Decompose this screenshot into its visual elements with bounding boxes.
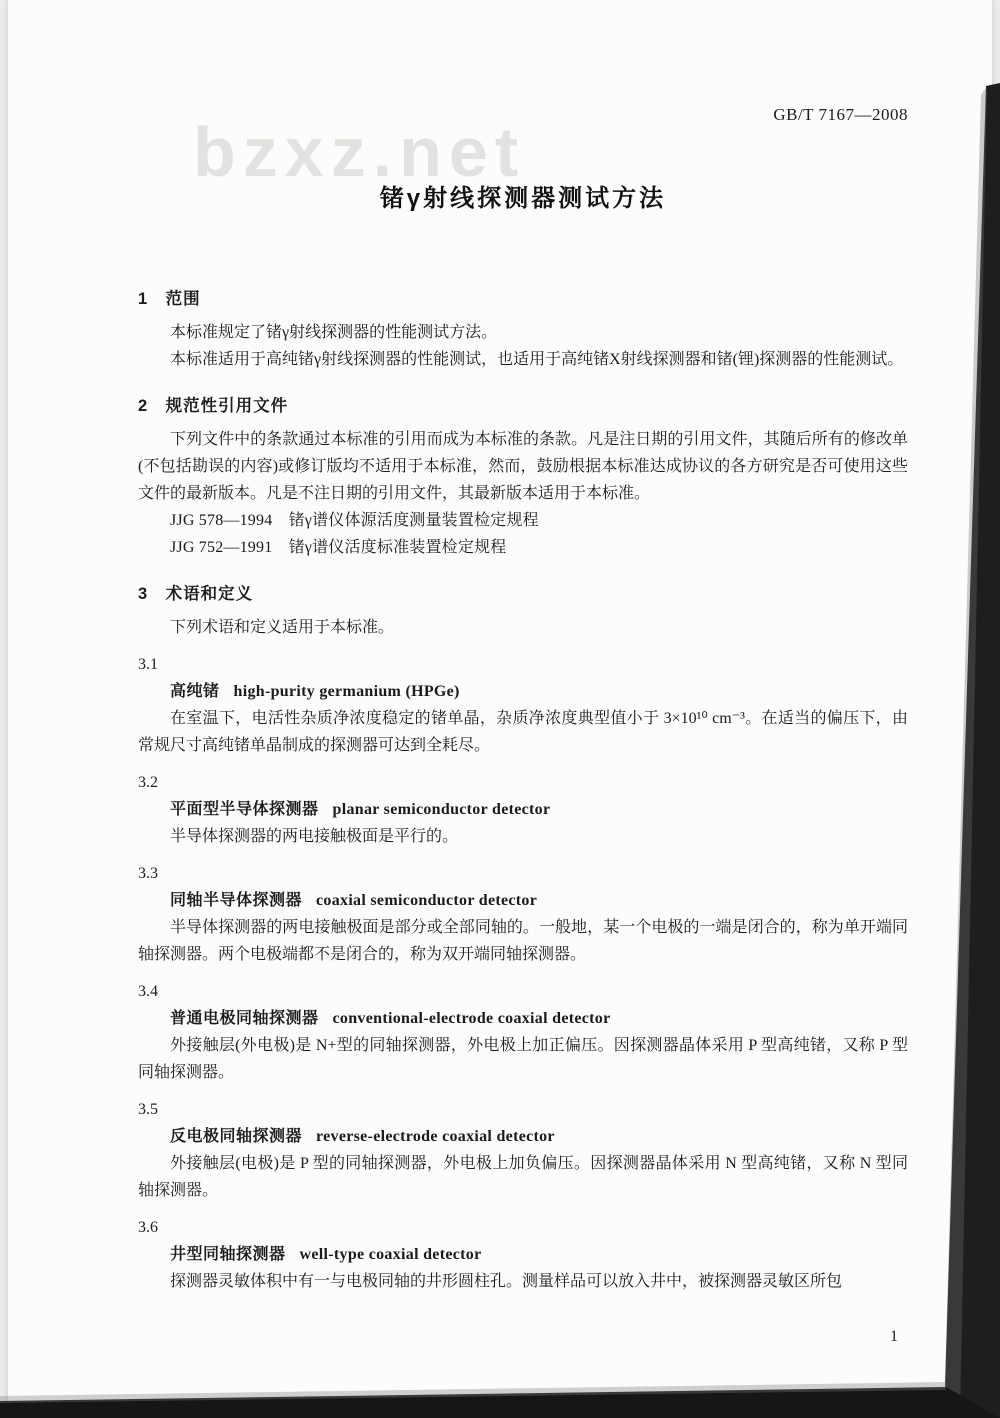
- term-definition: 在室温下，电活性杂质净浓度稳定的锗单晶，杂质净浓度典型值小于 3×10¹⁰ cm⁻³。在适当的偏压下，由常规尺寸高纯锗单晶制成的探测器可达到全耗尽。: [138, 710, 908, 754]
- term-number: 3.2: [138, 774, 158, 791]
- term-name: [138, 1123, 908, 1150]
- reference-item: JJG 752—1991 锗γ谱仪活度标准装置检定规程: [170, 539, 507, 556]
- term-name: [138, 1241, 908, 1268]
- term-name-zh: 普通电极同轴探测器: [170, 1010, 319, 1027]
- term-name: [138, 678, 908, 705]
- paragraph: 下列文件中的条款通过本标准的引用而成为本标准的条款。凡是注日期的引用文件，其随后所有的修改单(不包括勘误的内容)或修订版均不适用于本标准，然而，鼓励根据本标准达成协议的各方研究是否可使用这些文件的最新版本。凡是不注日期的引用文件，其最新版本适用于本标准。: [138, 431, 908, 502]
- section-heading-terms-definitions: 3 术语和定义: [138, 585, 254, 603]
- term-number: 3.4: [138, 983, 158, 1000]
- paragraph: 本标准适用于高纯锗γ射线探测器的性能测试，也适用于高纯锗X射线探测器和锗(锂)探测器的性能测试。: [170, 351, 904, 368]
- page-number: 1: [890, 1328, 898, 1345]
- term-number: 3.5: [138, 1101, 158, 1118]
- term-name: [138, 796, 908, 823]
- term-block: [138, 651, 908, 759]
- term-block: [138, 978, 908, 1086]
- term-name: [138, 887, 908, 914]
- term-block: [138, 860, 908, 968]
- document-title: 锗γ射线探测器测试方法: [379, 185, 667, 212]
- term-name-en: conventional-electrode coaxial detector: [332, 1010, 611, 1027]
- term-name-zh: 井型同轴探测器: [170, 1246, 286, 1263]
- document-page: [8, 0, 992, 1404]
- term-name: [138, 1005, 908, 1032]
- term-name-en: coaxial semiconductor detector: [316, 892, 538, 909]
- term-definition: 半导体探测器的两电接触极面是平行的。: [170, 828, 459, 845]
- term-block: [138, 1214, 908, 1295]
- term-number: 3.6: [138, 1219, 158, 1236]
- term-block: [138, 1096, 908, 1204]
- term-block: [138, 769, 908, 850]
- section-heading-normative-references: 2 规范性引用文件: [138, 397, 289, 415]
- term-definition: 探测器灵敏体积中有一与电极同轴的井形圆柱孔。测量样品可以放入井中，被探测器灵敏区所包: [170, 1273, 843, 1290]
- term-number: 3.3: [138, 865, 158, 882]
- term-name-zh: 平面型半导体探测器: [170, 801, 319, 818]
- term-number: 3.1: [138, 656, 158, 673]
- term-name-zh: 高纯锗: [170, 683, 220, 700]
- term-name-zh: 反电极同轴探测器: [170, 1128, 303, 1145]
- page-content: [138, 0, 908, 1295]
- watermark-text: bzxz.net: [193, 113, 526, 191]
- paragraph: 本标准规定了锗γ射线探测器的性能测试方法。: [170, 324, 498, 341]
- term-definition: 外接触层(电极)是 P 型的同轴探测器，外电极上加负偏压。因探测器晶体采用 N 型高纯锗，又称 N 型同轴探测器。: [138, 1155, 908, 1199]
- standard-number: GB/T 7167—2008: [773, 105, 908, 124]
- term-definition: 半导体探测器的两电接触极面是部分或全部同轴的。一般地，某一个电极的一端是闭合的，称为单开端同轴探测器。两个电极端都不是闭合的，称为双开端同轴探测器。: [138, 919, 908, 963]
- term-name-zh: 同轴半导体探测器: [170, 892, 303, 909]
- term-name-en: high-purity germanium (HPGe): [233, 683, 460, 700]
- term-name-en: well-type coaxial detector: [299, 1246, 482, 1263]
- term-definition: 外接触层(外电极)是 N+型的同轴探测器，外电极上加正偏压。因探测器晶体采用 P 型高纯锗，又称 P 型同轴探测器。: [138, 1037, 908, 1081]
- reference-item: JJG 578—1994 锗γ谱仪体源活度测量装置检定规程: [170, 512, 539, 529]
- section-heading-scope: 1 范围: [138, 290, 201, 308]
- term-name-en: planar semiconductor detector: [332, 801, 551, 818]
- paragraph: 下列术语和定义适用于本标准。: [170, 619, 395, 636]
- term-name-en: reverse-electrode coaxial detector: [316, 1128, 555, 1145]
